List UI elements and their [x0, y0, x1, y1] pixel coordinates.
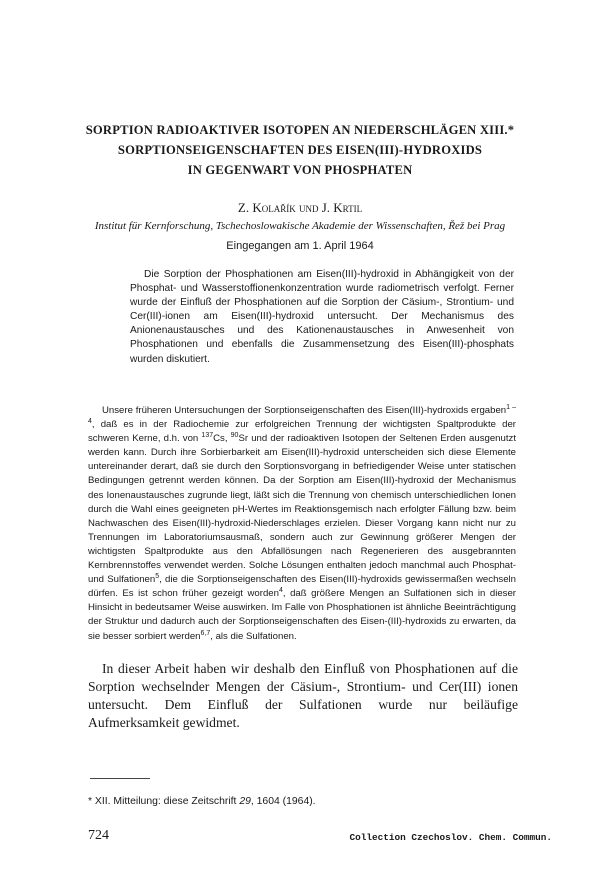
affiliation: Institut für Kernforschung, Tschechoslowakische Akademie der Wissenschaften, Řež bei Prag — [94, 220, 506, 232]
body-text: Cs, — [213, 433, 231, 445]
body-text: Unsere früheren Untersuchungen der Sorptionseigenschaften des Eisen(III)-hydroxids ergaben — [102, 405, 507, 416]
article-title — [60, 120, 540, 180]
journal-name: Collection Czechoslov. Chem. Commun. — [349, 832, 552, 843]
body-text: Sr und der radioaktiven Isotopen der Seltenen Erden ausgenutzt werden kann. Durch ihre Sorbierbarkeit am Eisen(III)-hydroxid unterscheiden sich diese Elemente untereinander derart, daß sie durch den Sorptionsvorgang in befriedigender Weise unter statischen Bedingungen getrennt werden können. Da der Sorption am Eisen(III)-hydroxid der Mechanismus des Ionenaustausches zugrunde liegt, läßt sich die Trennung von chemisch unterschiedlichen Ionen durch die Wahl eines geeigneten pH-Wertes im Reaktionsgemisch nach erfolgter Fällung bzw. beim Nachwaschen des Eisen(III)-hydroxid-Niederschlages erzielen. Dieser Vorgang kann nicht nur zu Trennungen im Laboratoriumsausmaß, sondern auch zur Gewinnung größerer Mengen der wichtigsten Spaltprodukte aus den Abfallösungen nach Regenerieren des ausgebrannten Kernbrennstoffes verwendet werden. Solche Lösungen enthalten jedoch manchmal auch Phosphat- und Sulfationen — [88, 433, 516, 586]
reference-marker: 1 – 4 — [88, 404, 517, 426]
body-text: , als die Sulfationen. — [210, 630, 297, 642]
page-number: 724 — [88, 828, 109, 843]
intro-text: In dieser Arbeit haben wir deshalb den Einfluß von Phosphationen auf die Sorption wechselnder Mengen der Cäsium-, Strontium- und Cer(III) ionen untersucht. Dem Einfluß der Sulfationen wurde nur beiläufige Aufmerksamkeit gewidmet. — [88, 661, 518, 730]
received-date: Eingegangen am 1. April 1964 — [226, 240, 374, 252]
intro-paragraph — [88, 660, 518, 732]
reference-marker: 6,7 — [200, 629, 211, 637]
abstract-text: Die Sorption der Phosphationen am Eisen(III)-hydroxid in Abhängigkeit von der Phosphat- und Wasserstoffionenkonzentration wurde radiometrisch verfolgt. Ferner wurde der Einfluß der Phosphationen auf die Sorption der Cäsium-, Strontium- und Cer(III)-ionen am Eisen(III)-hydroxid untersucht. Der Mechanismus des Anionenaustausches und des Kationenaustausches in Anwesenheit von Phosphationen und ebenfalls die Zusammensetzung des Eisen(III)-phosphats wurden diskutiert. — [130, 269, 514, 365]
footnote-text: * XII. Mitteilung: diese Zeitschrift — [88, 796, 240, 807]
body-paragraph — [88, 404, 516, 644]
abstract — [130, 268, 514, 367]
footnote-volume: 29 — [239, 796, 251, 807]
footnote-text: , 1604 (1964). — [250, 796, 316, 807]
footnote-rule — [90, 778, 150, 779]
mass-number: 90 — [230, 432, 239, 440]
footnote — [88, 796, 528, 807]
title-line-3: IN GEGENWART VON PHOSPHATEN — [187, 163, 413, 177]
authors: Z. Kolařík und J. Krtil — [237, 200, 363, 215]
body-text: , daß es in der Radiochemie zur erfolgreichen Trennung der wichtigsten Spaltprodukte der schweren Kerne, d.h. von — [88, 419, 516, 445]
body-text: , daß größere Mengen an Sulfationen sich in dieser Hinsicht in bedeutsamer Weise auswirken. Im Falle von Phosphationen ist ähnliche Beeinträchtigung der Struktur und dadurch auch der Sorptionseigenschaften des Eisen-(III)-hydroxids zu erwarten, da sie besser sorbiert werden — [88, 588, 516, 642]
reference-marker: 4 — [278, 587, 283, 595]
title-line-2: SORPTIONSEIGENSCHAFTEN DES EISEN(III)-HYDROXIDS — [117, 143, 483, 157]
reference-marker: 5 — [155, 573, 160, 581]
mass-number: 137 — [201, 432, 214, 440]
title-line-1: SORPTION RADIOAKTIVER ISOTOPEN AN NIEDERSCHLÄGEN XIII.* — [85, 123, 515, 137]
body-text: , die die Sorptionseigenschaften des Eisen(III)-hydroxids gewissermaßen wechseln dürfen. Es ist schon früher gezeigt worden — [88, 574, 516, 600]
